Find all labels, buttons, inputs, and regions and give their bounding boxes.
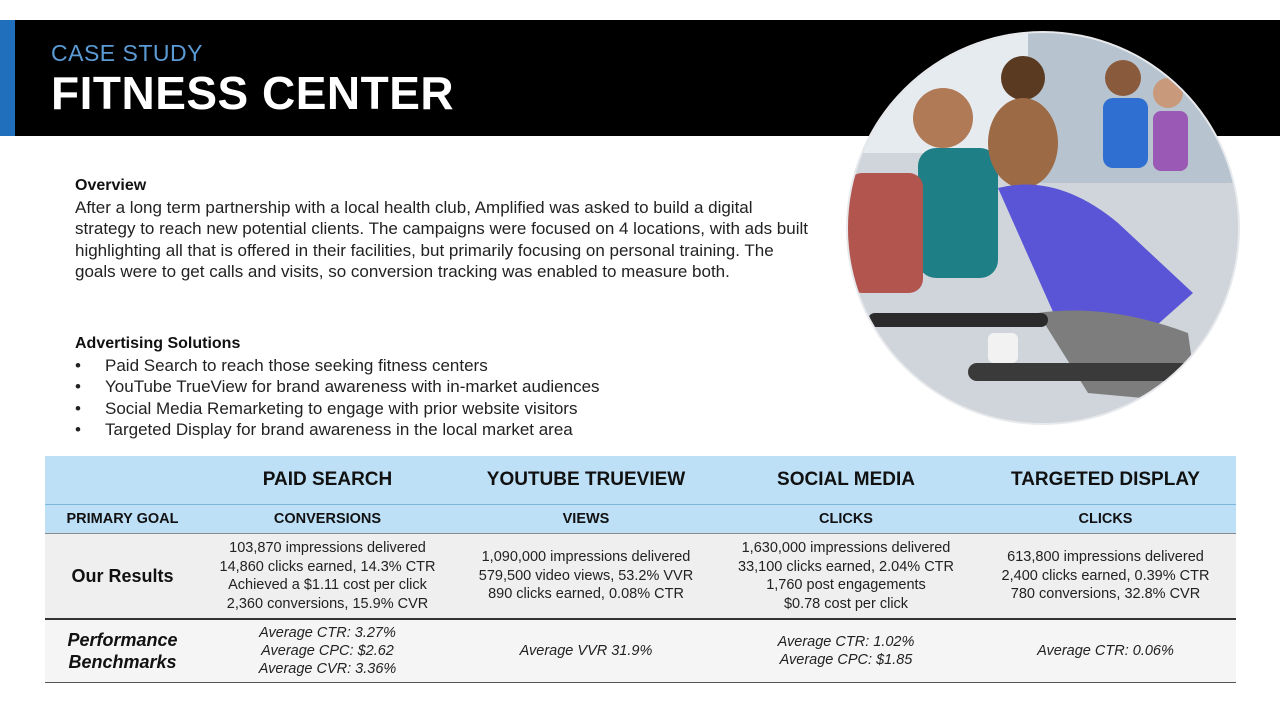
goal-cell: VIEWS [455, 505, 717, 534]
goal-cell: CONVERSIONS [200, 505, 455, 534]
solution-item: • YouTube TrueView for brand awareness with in-market audiences [75, 376, 815, 398]
goal-cell: CLICKS [717, 505, 975, 534]
results-cell: 613,800 impressions delivered 2,400 clicks earned, 0.39% CTR 780 conversions, 32.8% CVR [975, 534, 1236, 620]
advertising-solutions-section [75, 333, 815, 441]
overview-heading: Overview [75, 177, 147, 194]
column-header: SOCIAL MEDIA [717, 456, 975, 505]
column-header: TARGETED DISPLAY [975, 456, 1236, 505]
results-row [45, 534, 1236, 620]
goal-cell: CLICKS [975, 505, 1236, 534]
results-cell: 103,870 impressions delivered 14,860 clicks earned, 14.3% CTR Achieved a $1.11 cost per click 2,360 conversions, 15.9% CVR [200, 534, 455, 620]
benchmark-cell: Average CTR: 1.02% Average CPC: $1.85 [717, 619, 975, 683]
results-label: Our Results [45, 534, 200, 620]
page-title: FITNESS CENTER [51, 67, 455, 119]
benchmark-cell: Average CTR: 0.06% [975, 619, 1236, 683]
solutions-list [75, 355, 815, 441]
solution-item: • Social Media Remarketing to engage with prior website visitors [75, 398, 815, 420]
header-accent-bar [0, 20, 15, 136]
primary-goal-row [45, 505, 1236, 534]
benchmarks-row [45, 619, 1236, 683]
benchmark-cell: Average CTR: 3.27% Average CPC: $2.62 Average CVR: 3.36% [200, 619, 455, 683]
results-cell: 1,090,000 impressions delivered 579,500 video views, 53.2% VVR 890 clicks earned, 0.08% CTR [455, 534, 717, 620]
table-header-row [45, 456, 1236, 505]
solution-item: • Targeted Display for brand awareness in the local market area [75, 419, 815, 441]
benchmark-cell: Average VVR 31.9% [455, 619, 717, 683]
overview-section [75, 175, 815, 283]
overview-text: After a long term partnership with a local health club, Amplified was asked to build a digital strategy to reach new potential clients. The campaigns were focused on 4 locations, with ads built highlighting all that is offered in their facilities, but primarily focusing on personal training. The goals were to get calls and visits, so conversion tracking was enabled to measure both. [75, 197, 808, 281]
column-header: PAID SEARCH [200, 456, 455, 505]
benchmarks-label: Performance Benchmarks [45, 619, 200, 683]
solutions-heading: Advertising Solutions [75, 335, 241, 352]
table-corner-cell [45, 456, 200, 505]
column-header: YOUTUBE TRUEVIEW [455, 456, 717, 505]
page-subtitle: CASE STUDY [51, 40, 203, 66]
results-cell: 1,630,000 impressions delivered 33,100 clicks earned, 2.04% CTR 1,760 post engagements $0.78 cost per click [717, 534, 975, 620]
results-table [45, 456, 1236, 683]
primary-goal-label: PRIMARY GOAL [45, 505, 200, 534]
solution-item: • Paid Search to reach those seeking fitness centers [75, 355, 815, 377]
fitness-class-photo [848, 33, 1238, 423]
